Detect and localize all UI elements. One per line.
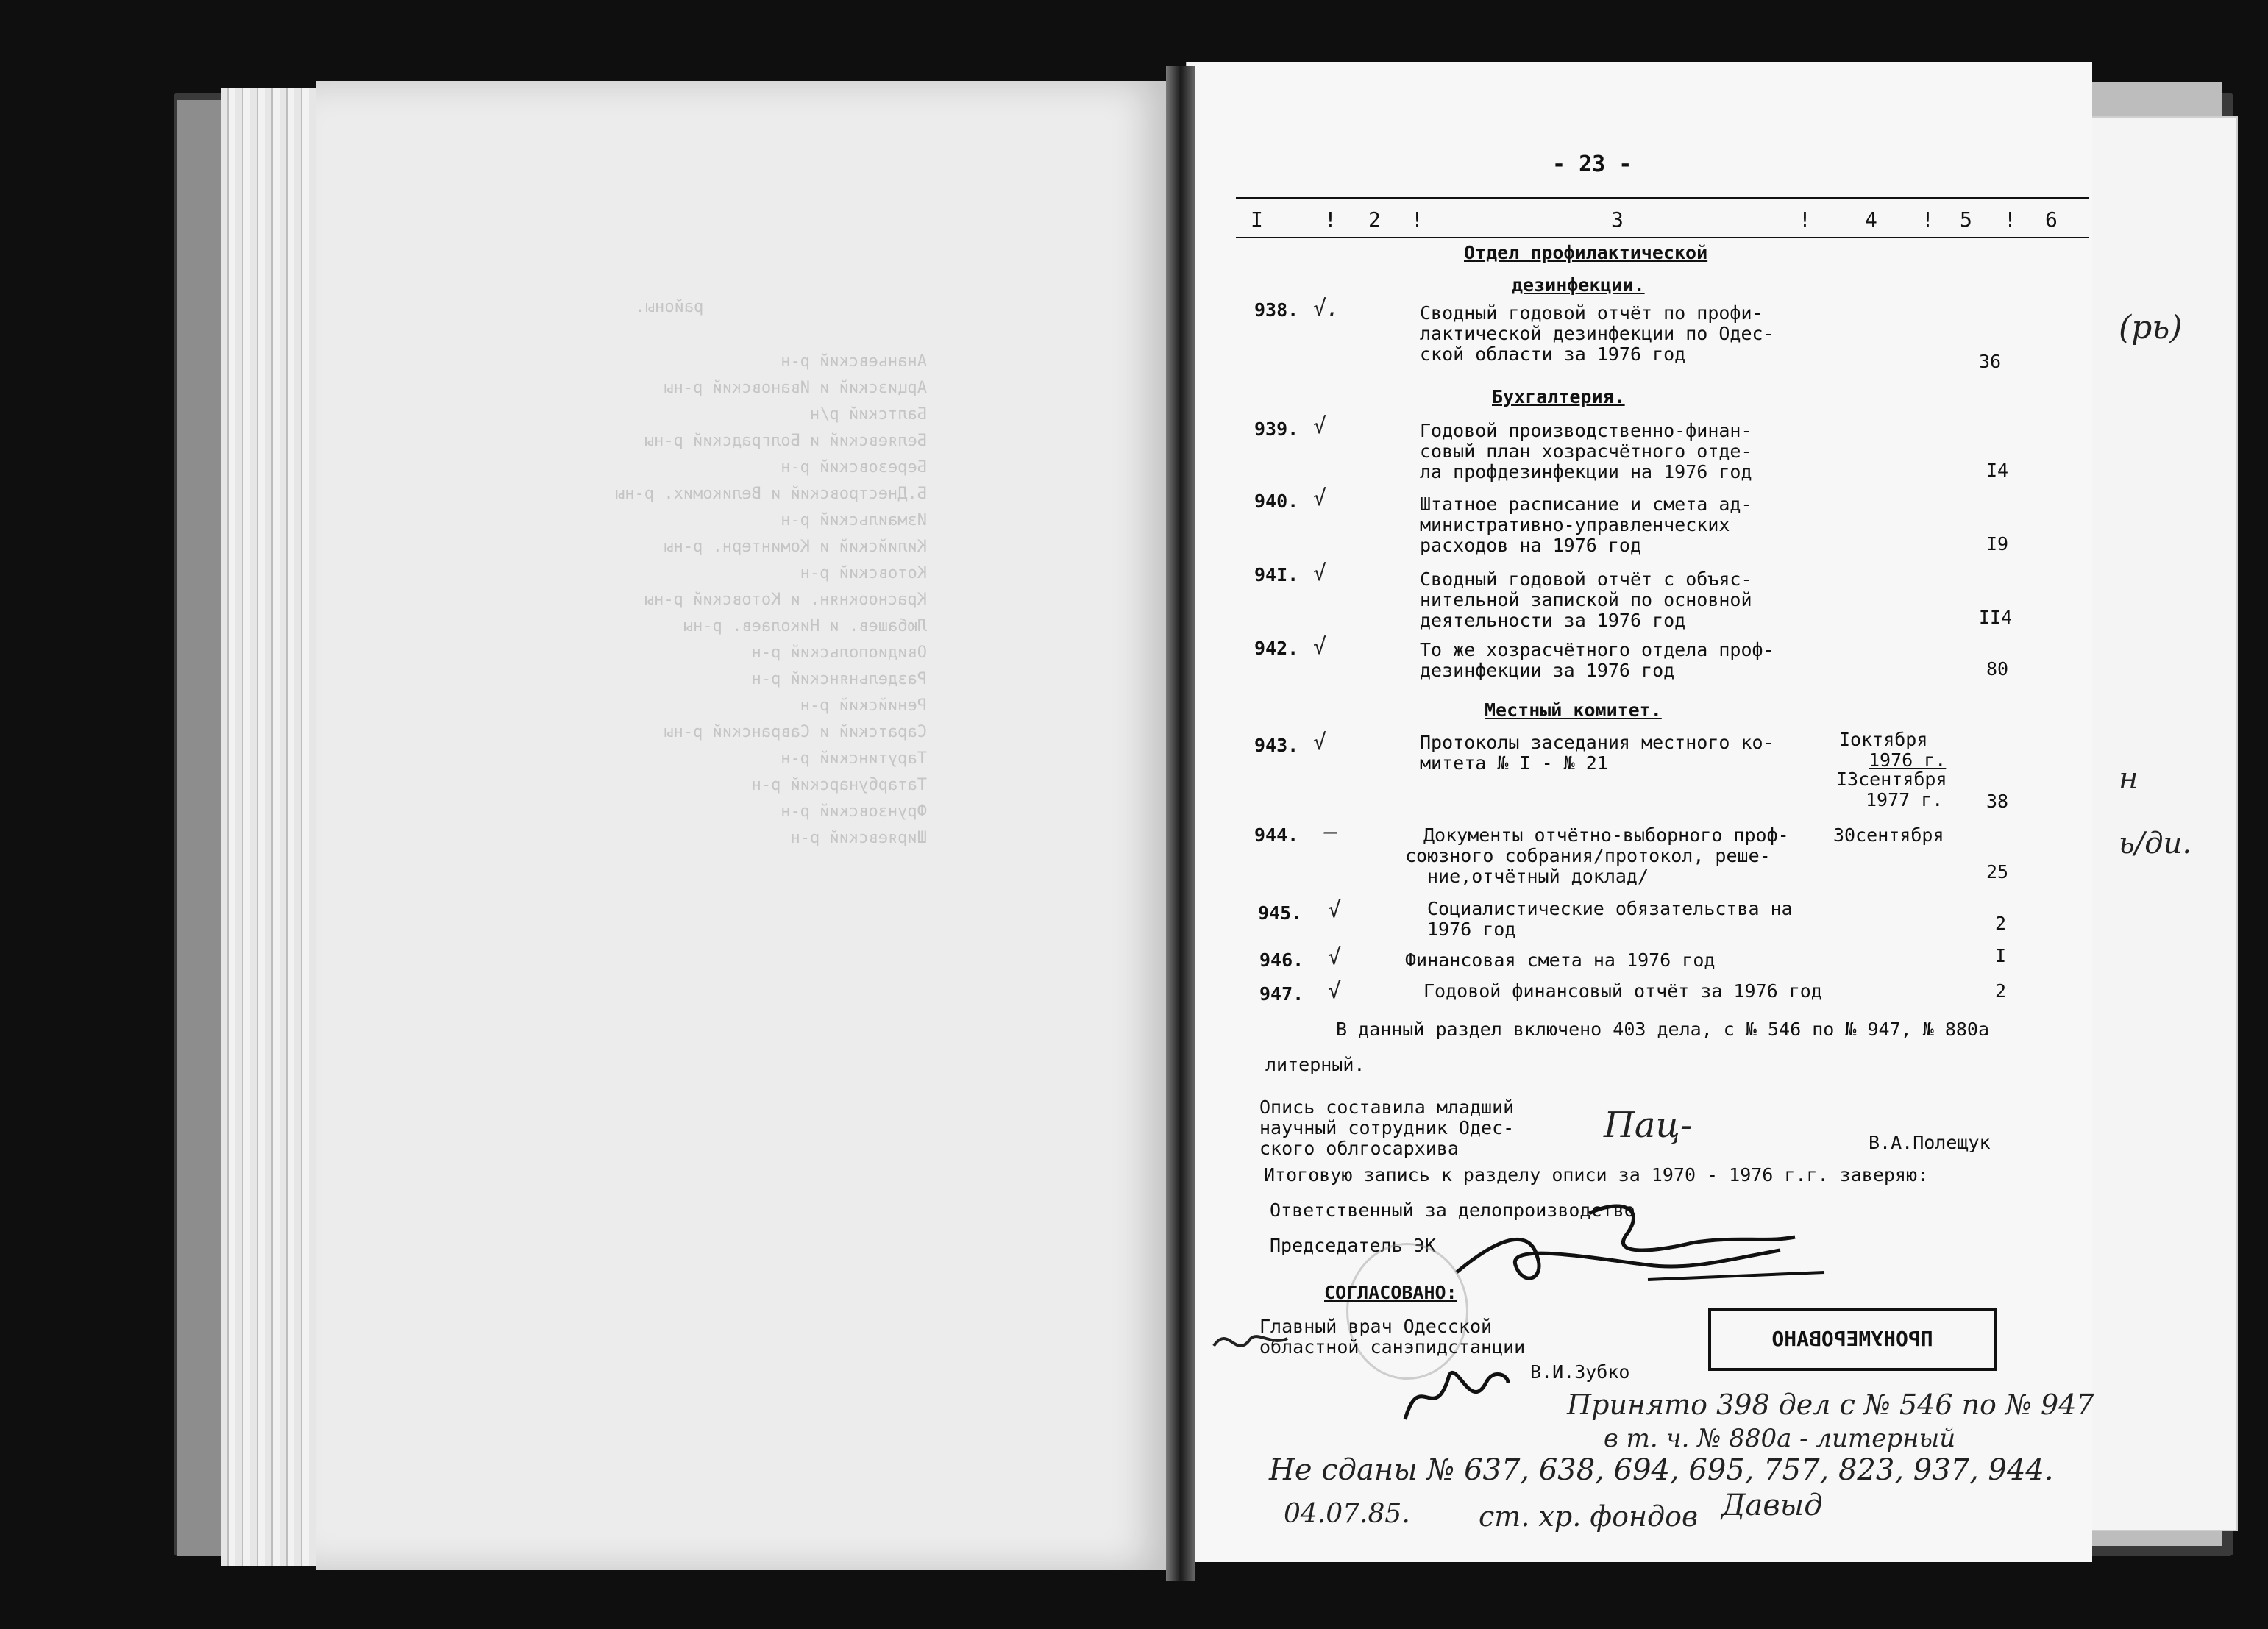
entry-number: 938. — [1254, 299, 1299, 321]
compiler-title: ского облгосархива — [1259, 1138, 1459, 1159]
column-separator: ! — [1324, 207, 1337, 232]
entry-date: I3сентября — [1836, 769, 1947, 790]
margin-note: (рь) — [2119, 309, 2183, 346]
doctor-title: Главный врач Одесской — [1259, 1316, 1493, 1337]
entry-title: лактической дезинфекции по Одес- — [1420, 323, 1774, 344]
sheet-count: I9 — [1986, 533, 2009, 555]
check-mark: √. — [1313, 296, 1340, 321]
column-number: 2 — [1368, 207, 1381, 232]
entry-title: Годовой производственно-финан- — [1420, 420, 1752, 441]
left-line: Измаильский р-н — [781, 511, 927, 530]
left-line: Овидиопольский р-н — [751, 644, 927, 662]
left-line: Балтский р/н — [810, 405, 927, 424]
entry-date: 30сентября — [1833, 824, 1944, 846]
left-page-text — [412, 294, 927, 852]
left-line: Березовский р-н — [781, 458, 927, 477]
entry-number: 947. — [1259, 983, 1304, 1005]
entry-title: ской области за 1976 год — [1420, 343, 1686, 365]
sheet-count: 2 — [1995, 980, 2007, 1002]
compiler-name: В.А.Полещук — [1869, 1132, 1991, 1153]
sheet-count: 38 — [1986, 791, 2009, 812]
column-number: 6 — [2045, 207, 2058, 232]
column-separator: ! — [1922, 207, 1934, 232]
handwritten-note — [1206, 1316, 1295, 1375]
entry-title: Документы отчётно-выборного проф- — [1423, 824, 1789, 846]
left-line: Ананьевский р-н — [781, 352, 927, 371]
column-separator: ! — [1411, 207, 1423, 232]
column-header — [1243, 207, 2082, 232]
responsible-title: Ответственный за делопроизводство — [1270, 1200, 1635, 1221]
page-number: - 23 - — [1552, 152, 1632, 177]
margin-note: ь/ди. — [2119, 827, 2192, 860]
left-page-heading: районы. — [635, 298, 704, 316]
certify-text: Итоговую запись к разделу описи за 1970 - 1976 г.г. заверяю: — [1264, 1164, 1929, 1186]
summary-text: литерный. — [1265, 1054, 1365, 1075]
entry-date: 1977 г. — [1866, 789, 1944, 810]
entry-title: дезинфекции за 1976 год — [1420, 660, 1675, 681]
doctor-signature — [1398, 1353, 1515, 1434]
entry-title: деятельности за 1976 год — [1420, 610, 1686, 631]
left-line: Килийский и Коминтерн. р-ны — [664, 538, 927, 556]
left-line: Арцизский и Ивановский р-ны — [664, 379, 927, 397]
entry-title: нительной запиской по основной — [1420, 589, 1752, 610]
check-mark: √ — [1328, 978, 1342, 1004]
left-line: Саратский и Савранский р-ны — [664, 723, 927, 741]
compiler-title: научный сотрудник Одес- — [1259, 1117, 1515, 1138]
entry-number: 940. — [1254, 491, 1299, 512]
sheet-count: 36 — [1979, 351, 2002, 372]
check-mark: √ — [1328, 944, 1342, 970]
entry-title: Сводный годовой отчёт с объяс- — [1420, 568, 1752, 590]
handwritten-note: в т. ч. № 880а - литерный — [1604, 1424, 1956, 1453]
entry-number: 944. — [1254, 824, 1299, 846]
left-line: Котовский р-н — [800, 564, 927, 582]
entry-number: 939. — [1254, 418, 1299, 440]
entry-number: 946. — [1259, 949, 1304, 971]
page-stack — [221, 88, 324, 1566]
entry-title: ла профдезинфекции на 1976 год — [1420, 461, 1752, 482]
summary-text: В данный раздел включено 403 дела, с № 546 по № 947, № 880а — [1336, 1019, 1990, 1040]
check-mark: √ — [1313, 413, 1327, 439]
left-line: Тарутинский р-н — [781, 749, 927, 768]
signature-scribble — [1442, 1191, 1839, 1294]
entry-date: 1976 г. — [1869, 749, 1947, 771]
left-line: Ширяевский р-н — [790, 829, 927, 847]
left-line: Б.Днестровский и Великомих. р-ны — [615, 485, 927, 503]
left-line: Фрунзовский р-н — [781, 802, 927, 821]
entry-title: митета № I - № 21 — [1420, 752, 1608, 774]
book-gutter — [1166, 66, 1195, 1581]
column-separator: ! — [2004, 207, 2016, 232]
entry-number: 94I. — [1254, 564, 1299, 585]
left-line: Раздельнянский р-н — [751, 670, 927, 688]
doctor-name: В.И.Зубко — [1530, 1361, 1630, 1383]
entry-number: 945. — [1258, 902, 1303, 924]
entry-title: союзного собрания/протокол, реше- — [1405, 845, 1771, 866]
column-separator: ! — [1799, 207, 1811, 232]
check-mark: √ — [1313, 485, 1327, 511]
column-number: 4 — [1865, 207, 1877, 232]
left-line: Ренийский р-н — [800, 696, 927, 715]
column-number: I — [1251, 207, 1263, 232]
section-heading: дезинфекции. — [1512, 274, 1645, 296]
margin-note: н — [2119, 762, 2139, 796]
table-rule — [1236, 197, 2089, 199]
numbered-stamp: ПРОНУМЕРОВАНО — [1708, 1308, 1997, 1371]
section-heading: Отдел профилактической — [1464, 242, 1708, 263]
entry-title: То же хозрасчётного отдела проф- — [1420, 639, 1774, 660]
handwritten-date: 04.07.85. — [1284, 1499, 1410, 1529]
check-mark: — — [1324, 819, 1338, 845]
left-line: Красноокнян. и Котовский р-ны — [644, 591, 927, 609]
entry-title: министративно-управленческих — [1420, 514, 1730, 535]
entry-number: 942. — [1254, 638, 1299, 659]
entry-title: ние,отчётный доклад/ — [1427, 866, 1649, 887]
entry-title: Финансовая смета на 1976 год — [1405, 949, 1716, 971]
sheet-count: II4 — [1979, 607, 2013, 628]
compiler-title: Опись составила младший — [1259, 1097, 1515, 1118]
check-mark: √ — [1313, 634, 1327, 660]
entry-date: Iоктября — [1839, 729, 1928, 750]
entry-title: Социалистические обязательства на — [1427, 898, 1793, 919]
sheet-count: I4 — [1986, 460, 2009, 481]
compiler-signature: Пац- — [1604, 1105, 1693, 1146]
section-heading: Местный комитет. — [1485, 699, 1662, 721]
sheet-count: 2 — [1995, 913, 2007, 934]
sheet-count: I — [1995, 945, 2007, 966]
entry-title: расходов на 1976 год — [1420, 535, 1642, 556]
left-line: Беляевский и Болградский р-ны — [644, 432, 927, 450]
entry-title: Протоколы заседания местного ко- — [1420, 732, 1774, 753]
entry-number: 943. — [1254, 735, 1299, 756]
entry-title: Штатное расписание и смета ад- — [1420, 493, 1752, 515]
handwritten-note: Принято 398 дел с № 546 по № 947 — [1567, 1389, 2094, 1421]
chairman-title: Председатель ЭК — [1270, 1235, 1436, 1256]
handwritten-signature: Давыд — [1721, 1489, 1823, 1522]
column-number: 5 — [1960, 207, 1972, 232]
check-mark: √ — [1313, 560, 1327, 586]
check-mark: √ — [1313, 730, 1327, 755]
doctor-title: областной санэпидстанции — [1259, 1336, 1526, 1358]
entry-title: Сводный годовой отчёт по профи- — [1420, 302, 1763, 324]
left-line: Любашев. и Николаев. р-ны — [683, 617, 927, 635]
handwritten-note: ст. хр. фондов — [1479, 1500, 1699, 1533]
entry-title: Годовой финансовый отчёт за 1976 год — [1423, 980, 1822, 1002]
approved-label: СОГЛАСОВАНО: — [1324, 1282, 1457, 1303]
entry-title: совый план хозрасчётного отде- — [1420, 441, 1752, 462]
sheet-count: 80 — [1986, 658, 2009, 680]
table-rule — [1236, 237, 2089, 238]
check-mark: √ — [1328, 897, 1342, 923]
sheet-count: 25 — [1986, 861, 2009, 883]
column-number: 3 — [1611, 207, 1624, 232]
handwritten-note: Не сданы № 637, 638, 694, 695, 757, 823, 937, 944. — [1269, 1453, 2054, 1487]
entry-title: 1976 год — [1427, 919, 1516, 940]
left-line: Татарбунарский р-н — [751, 776, 927, 794]
section-heading: Бухгалтерия. — [1492, 386, 1625, 407]
